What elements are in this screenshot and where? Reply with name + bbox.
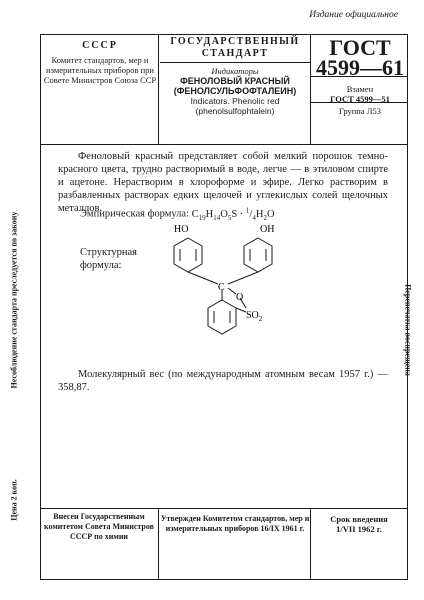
committee-label: Комитет стандартов, мер и измерительных приборов при Совете Министров Союза ССР bbox=[43, 55, 157, 85]
oxygen-label: O bbox=[236, 292, 244, 303]
group-label: Группа Л53 bbox=[338, 106, 382, 116]
title-category: Индикаторы bbox=[211, 66, 259, 76]
title-english: Indicators. Phenolic red (phenolsulfophtalein) bbox=[190, 96, 280, 116]
standard-label: СТАНДАРТ bbox=[201, 48, 269, 59]
formula-label: Эмпирическая формула: bbox=[80, 208, 189, 220]
introduced-by: Внесен Государственным комитетом Совета Министров СССР по химии bbox=[43, 512, 154, 541]
document-title bbox=[160, 66, 310, 116]
central-carbon-label: C bbox=[218, 282, 225, 293]
effective-date bbox=[312, 514, 406, 534]
reprint-notice-vertical: Перепечатка воспрещена bbox=[403, 284, 413, 376]
right-phenol-ring bbox=[244, 238, 272, 272]
footer-top-rule bbox=[40, 508, 408, 509]
header-divider-right bbox=[310, 34, 311, 144]
replacement-label: Взамен bbox=[346, 84, 374, 94]
hydroxyl-right-label: OH bbox=[260, 224, 275, 235]
benzene-ring bbox=[208, 300, 236, 334]
standard-title-rule bbox=[160, 62, 310, 63]
left-phenol-ring bbox=[174, 238, 202, 272]
state-label: ГОСУДАРСТВЕННЫЙ bbox=[170, 36, 300, 47]
structural-formula-diagram bbox=[160, 218, 320, 358]
ussr-label: СССР bbox=[82, 40, 118, 51]
footer-divider-left bbox=[158, 508, 159, 580]
molecular-weight-paragraph: Молекулярный вес (по международным атомным весам 1957 г.) — 358,87. bbox=[58, 369, 388, 393]
approved-by: Утвержден Комитетом стандартов, мер и измерительных приборов 16/IX 1961 г. bbox=[160, 514, 310, 533]
legal-notice-vertical: Несоблюдение стандарта преследуется по закону bbox=[9, 211, 19, 389]
gost-number: ГОСТ 4599—61 bbox=[316, 35, 404, 80]
issuing-authority bbox=[42, 40, 158, 85]
formula-value: $C_{19}H_{14}O_5S \cdot ^1/_4H_2O$ bbox=[191, 206, 275, 222]
structural-formula-label: Структурная формула: bbox=[80, 247, 137, 271]
header-divider-left bbox=[158, 34, 159, 144]
edition-label: Издание официальное bbox=[309, 10, 398, 20]
effective-label: Срок введения bbox=[330, 514, 388, 524]
state-standard-heading bbox=[160, 36, 310, 60]
replacement-info bbox=[312, 84, 408, 104]
footer-divider-right bbox=[310, 508, 311, 580]
sulfone-label: $SO_2$ bbox=[246, 310, 263, 323]
title-russian: ФЕНОЛОВЫЙ КРАСНЫЙ (ФЕНОЛСУЛЬФОФТАЛЕИН) bbox=[173, 76, 297, 96]
price-label: Цена 2 коп. bbox=[9, 479, 19, 521]
replacement-value: ГОСТ 4599—51 bbox=[330, 94, 390, 104]
effective-value: 1/VII 1962 г. bbox=[336, 524, 382, 534]
hydroxyl-left-label: HO bbox=[174, 224, 189, 235]
header-bottom-rule bbox=[40, 144, 408, 145]
description-paragraph: Феноловый красный представляет собой мелкий порошок темно-красного цвета, трудно растворимый в воде, легче — в этиловом спирте и ацетоне. Нерастворим в хлороформе и эфире. Легко растворим в разбавленных растворах едких щелочей и углекислых солей щелочных металлов. bbox=[58, 151, 388, 214]
